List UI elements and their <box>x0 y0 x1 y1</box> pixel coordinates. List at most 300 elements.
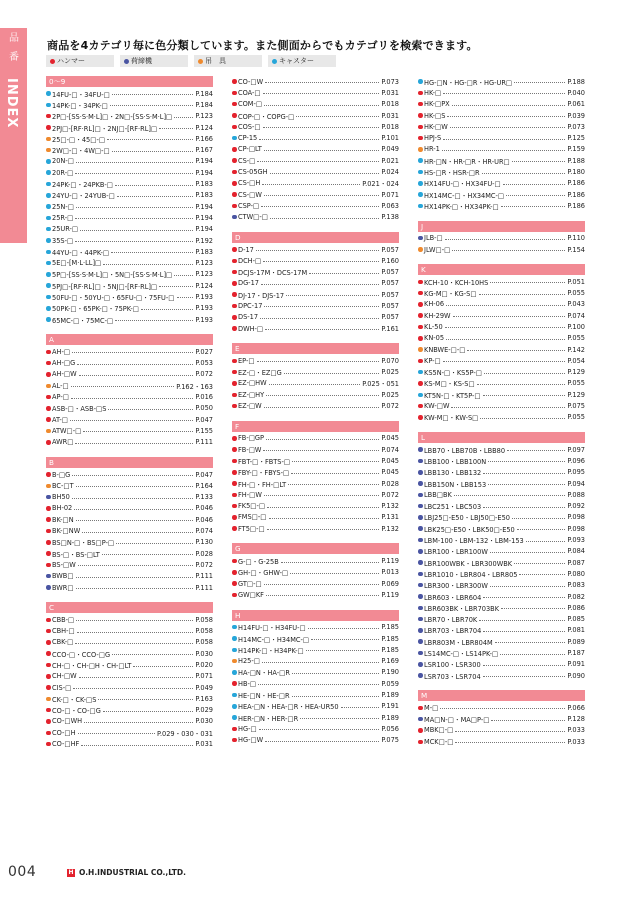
index-entry[interactable] <box>232 244 399 255</box>
chain-category-dot <box>46 585 51 590</box>
dot-leader <box>488 461 565 462</box>
index-entry[interactable] <box>46 727 213 738</box>
dot-leader <box>71 398 193 399</box>
hammer-category-dot <box>232 181 237 186</box>
product-code: 20R-□ <box>52 168 74 177</box>
page-reference: P.039 <box>567 111 585 120</box>
index-entry[interactable] <box>46 358 213 369</box>
page-reference: P.095 <box>567 468 585 477</box>
dot-leader <box>491 720 565 721</box>
dot-leader <box>78 565 194 566</box>
index-entry[interactable] <box>46 571 213 582</box>
index-entry[interactable] <box>418 478 585 489</box>
index-entry[interactable] <box>46 346 213 357</box>
index-entry[interactable] <box>418 276 585 287</box>
index-entry[interactable] <box>232 467 399 478</box>
page-reference: P.187 <box>567 649 585 657</box>
product-code: LBR703・LBR704 <box>424 627 482 636</box>
page-reference: P.186 <box>567 201 585 210</box>
index-entry[interactable] <box>418 144 585 155</box>
index-entry[interactable] <box>46 559 213 570</box>
index-entry[interactable] <box>232 555 399 566</box>
dot-leader <box>445 239 566 240</box>
page-reference: P.185 <box>381 645 399 654</box>
dot-leader <box>98 699 193 700</box>
dot-leader <box>264 584 380 585</box>
dot-leader <box>82 532 193 533</box>
index-entry[interactable] <box>232 489 399 500</box>
dot-leader <box>501 206 566 207</box>
product-code: MA□N-□・MA□P-□ <box>424 716 490 725</box>
index-entry[interactable] <box>46 614 213 625</box>
index-entry[interactable] <box>46 480 213 491</box>
hammer-category-dot <box>418 91 423 96</box>
page-reference: P.025 <box>381 368 399 377</box>
hammer-category-dot <box>418 728 423 733</box>
dot-leader <box>286 295 379 296</box>
dot-leader <box>76 588 194 589</box>
index-entry[interactable] <box>232 166 399 177</box>
index-entry[interactable] <box>46 414 213 425</box>
hoist-category-dot <box>46 384 51 389</box>
page-reference: P.055 <box>567 413 585 422</box>
page-reference: P.129 <box>567 390 585 399</box>
hoist-category-dot <box>46 697 51 702</box>
dot-leader <box>300 718 379 719</box>
index-entry[interactable] <box>418 367 585 378</box>
index-entry[interactable] <box>418 659 585 670</box>
index-entry[interactable] <box>232 444 399 455</box>
legend-hammer <box>46 55 114 67</box>
index-entry[interactable] <box>46 391 213 402</box>
product-code: LBK25□-E50・LBK50□-E50 <box>424 525 515 534</box>
index-entry[interactable] <box>232 312 399 323</box>
index-entry[interactable] <box>418 389 585 400</box>
product-code: EZ-□HW <box>238 379 267 388</box>
index-entry[interactable] <box>232 389 399 400</box>
product-code: CBH-□ <box>52 627 75 636</box>
index-entry[interactable] <box>418 132 585 143</box>
index-entry[interactable] <box>46 537 213 548</box>
product-code: LBM-100・LBM-132・LBM-153 <box>424 537 524 546</box>
product-code: 20N-□ <box>52 157 74 166</box>
dot-leader <box>270 218 379 219</box>
page-reference: P.021・024 <box>362 180 399 189</box>
hammer-category-dot <box>232 315 237 320</box>
index-entry[interactable] <box>46 738 213 749</box>
hammer-category-dot <box>232 381 237 386</box>
index-entry[interactable] <box>232 189 399 200</box>
dot-leader <box>174 117 193 118</box>
index-entry[interactable] <box>46 403 213 414</box>
index-entry[interactable] <box>46 425 213 436</box>
hammer-category-dot <box>232 681 237 686</box>
dot-leader <box>455 731 565 732</box>
index-entry[interactable] <box>232 455 399 466</box>
product-code: HR-1 <box>424 145 440 154</box>
index-entry[interactable] <box>46 682 213 693</box>
index-entry[interactable] <box>232 110 399 121</box>
index-entry[interactable] <box>46 246 213 257</box>
index-entry[interactable] <box>418 178 585 189</box>
index-section <box>418 76 585 212</box>
index-entry[interactable] <box>46 705 213 716</box>
page-reference: P.185 <box>381 623 399 632</box>
dot-leader <box>512 161 566 162</box>
index-entry[interactable] <box>418 355 585 366</box>
page-reference: P.183 <box>195 247 213 256</box>
hammer-category-dot <box>46 540 51 545</box>
product-code: LBJ25□-E50・LBJ50□-E50 <box>424 514 510 523</box>
index-entry[interactable] <box>418 580 585 591</box>
index-entry[interactable] <box>232 355 399 366</box>
product-code: JLW□-□ <box>424 245 451 254</box>
page-reference: P.040 <box>567 88 585 97</box>
index-entry[interactable] <box>418 455 585 466</box>
index-entry[interactable] <box>418 613 585 624</box>
product-code: CS-□W <box>238 190 262 199</box>
page-reference: P.057 <box>381 301 399 310</box>
dot-leader <box>483 676 566 677</box>
index-entry[interactable] <box>232 655 399 666</box>
index-entry[interactable] <box>418 501 585 512</box>
product-code: BWB□ <box>52 572 74 581</box>
hoist-category-dot <box>232 659 237 664</box>
dot-leader <box>77 364 193 365</box>
index-entry[interactable] <box>418 155 585 166</box>
product-code: HK-□W <box>424 122 448 131</box>
product-code: CO-□WH <box>52 717 83 726</box>
page-reference: P.045 <box>381 434 399 443</box>
dot-leader <box>495 642 566 643</box>
index-entry[interactable] <box>46 167 213 178</box>
chain-category-dot <box>418 515 423 520</box>
index-entry[interactable] <box>232 132 399 143</box>
index-entry[interactable] <box>46 369 213 380</box>
index-entry[interactable] <box>418 400 585 411</box>
product-code: AT-□ <box>52 415 69 424</box>
dot-leader <box>159 286 193 287</box>
index-entry[interactable] <box>418 287 585 298</box>
index-section <box>46 457 213 593</box>
index-entry[interactable] <box>232 622 399 633</box>
caster-category-dot <box>46 216 51 221</box>
index-entry[interactable] <box>46 280 213 291</box>
hammer-category-dot <box>46 529 51 534</box>
index-entry[interactable] <box>232 433 399 444</box>
index-entry[interactable] <box>418 512 585 523</box>
chain-category-dot <box>418 673 423 678</box>
index-entry[interactable] <box>232 178 399 189</box>
hoist-category-dot <box>46 148 51 153</box>
dot-leader <box>454 495 566 496</box>
index-entry[interactable] <box>232 567 399 578</box>
dot-leader <box>78 733 155 734</box>
index-entry[interactable] <box>418 647 585 658</box>
dot-leader <box>177 297 194 298</box>
index-entry[interactable] <box>46 144 213 155</box>
product-code: LBR300・LBR300W <box>424 582 488 591</box>
hoist-category-dot <box>46 484 51 489</box>
index-entry[interactable] <box>232 478 399 489</box>
index-entry[interactable] <box>46 314 213 325</box>
index-entry[interactable] <box>418 568 585 579</box>
dot-leader <box>514 82 565 83</box>
index-entry[interactable] <box>418 714 585 725</box>
dot-leader <box>477 384 566 385</box>
index-entry[interactable] <box>46 257 213 268</box>
index-section <box>232 76 399 223</box>
index-entry[interactable] <box>232 300 399 311</box>
page-reference: P.180 <box>567 168 585 177</box>
product-code: FB-□GP <box>238 434 265 443</box>
page-reference: P.046 <box>195 504 213 513</box>
index-entry[interactable] <box>418 333 585 344</box>
index-entry[interactable] <box>46 201 213 212</box>
dot-leader <box>108 409 193 410</box>
index-entry[interactable] <box>232 200 399 211</box>
caster-category-dot <box>232 625 237 630</box>
index-entry[interactable] <box>418 321 585 332</box>
index-entry[interactable] <box>232 87 399 98</box>
index-entry[interactable] <box>418 636 585 647</box>
index-entry[interactable] <box>232 644 399 655</box>
index-entry[interactable] <box>418 523 585 534</box>
page-reference: P.192 <box>195 236 213 245</box>
dot-leader <box>102 554 194 555</box>
index-entry[interactable] <box>418 444 585 455</box>
dot-leader <box>446 339 565 340</box>
index-entry[interactable] <box>46 648 213 659</box>
index-entry[interactable] <box>418 299 585 310</box>
index-entry[interactable] <box>418 244 585 255</box>
index-entry[interactable] <box>232 99 399 110</box>
index-entry[interactable] <box>232 689 399 700</box>
dot-leader <box>308 628 380 629</box>
index-entry[interactable] <box>46 469 213 480</box>
index-entry[interactable] <box>232 735 399 746</box>
section-header: G <box>232 543 399 554</box>
page-reference: P.119 <box>381 590 399 599</box>
product-code: 25□-□・45□-□ <box>52 135 106 144</box>
hammer-category-dot <box>232 504 237 509</box>
index-entry[interactable] <box>46 224 213 235</box>
index-entry[interactable] <box>232 589 399 600</box>
page-reference: P.045 <box>381 468 399 477</box>
index-entry[interactable] <box>46 625 213 636</box>
index-entry[interactable] <box>418 546 585 557</box>
index-entry[interactable] <box>232 76 399 87</box>
index-entry[interactable] <box>418 534 585 545</box>
hammer-category-dot <box>232 581 237 586</box>
hammer-category-dot <box>418 325 423 330</box>
page-reference: P.030 <box>195 649 213 658</box>
index-entry[interactable] <box>46 582 213 593</box>
index-entry[interactable] <box>46 99 213 110</box>
index-entry[interactable] <box>46 291 213 302</box>
index-entry[interactable] <box>46 88 213 99</box>
index-entry[interactable] <box>46 514 213 525</box>
hammer-category-dot <box>418 113 423 118</box>
index-entry[interactable] <box>46 156 213 167</box>
section-header: C <box>46 602 213 613</box>
index-entry[interactable] <box>418 736 585 747</box>
index-entry[interactable] <box>232 501 399 512</box>
page-reference: P.029・030・031 <box>157 729 213 738</box>
index-entry[interactable] <box>46 269 213 280</box>
index-entry[interactable] <box>232 121 399 132</box>
page-reference: P.194 <box>195 157 213 166</box>
index-entry[interactable] <box>418 625 585 636</box>
product-code: BK-□N <box>52 515 74 524</box>
index-entry[interactable] <box>232 278 399 289</box>
dot-leader <box>514 563 565 564</box>
index-entry[interactable] <box>46 525 213 536</box>
index-entry[interactable] <box>232 155 399 166</box>
index-entry[interactable] <box>418 99 585 110</box>
page-reference: P.098 <box>567 524 585 533</box>
page-reference: P.073 <box>381 77 399 86</box>
index-entry[interactable] <box>418 310 585 321</box>
index-entry[interactable] <box>46 548 213 559</box>
product-code: AH-□W <box>52 370 77 379</box>
index-entry[interactable] <box>232 712 399 723</box>
index-entry[interactable] <box>46 133 213 144</box>
index-entry[interactable] <box>46 380 213 391</box>
index-entry[interactable] <box>232 678 399 689</box>
hammer-category-dot <box>232 570 237 575</box>
index-entry[interactable] <box>418 702 585 713</box>
index-entry[interactable] <box>46 212 213 223</box>
index-entry[interactable] <box>232 667 399 678</box>
hammer-category-dot <box>46 551 51 556</box>
index-entry[interactable] <box>232 323 399 334</box>
index-entry[interactable] <box>232 723 399 734</box>
index-entry[interactable] <box>232 701 399 712</box>
index-entry[interactable] <box>46 303 213 314</box>
index-entry[interactable] <box>418 121 585 132</box>
hammer-category-dot <box>46 629 51 634</box>
index-entry[interactable] <box>46 659 213 670</box>
index-entry[interactable] <box>418 87 585 98</box>
caster-category-dot <box>46 170 51 175</box>
index-entry[interactable] <box>418 200 585 211</box>
dot-leader <box>83 431 193 432</box>
index-entry[interactable] <box>46 437 213 448</box>
chain-category-dot <box>418 447 423 452</box>
index-entry[interactable] <box>232 512 399 523</box>
index-entry[interactable] <box>232 212 399 223</box>
index-entry[interactable] <box>46 637 213 648</box>
dot-leader <box>263 261 379 262</box>
index-entry[interactable] <box>418 166 585 177</box>
product-code: LSR703・LSR704 <box>424 672 481 681</box>
dot-leader <box>446 305 565 306</box>
index-entry[interactable] <box>46 716 213 727</box>
index-entry[interactable] <box>418 189 585 200</box>
index-entry[interactable] <box>418 378 585 389</box>
index-entry[interactable] <box>232 367 399 378</box>
product-code: CBB-□ <box>52 615 75 624</box>
index-entry[interactable] <box>418 233 585 244</box>
index-entry[interactable] <box>232 633 399 644</box>
page-reference: P.085 <box>567 615 585 624</box>
hammer-category-dot <box>418 291 423 296</box>
page-reference: P.091 <box>567 660 585 669</box>
dot-leader <box>76 620 193 621</box>
product-code: HER-□N・HER-□R <box>238 714 299 723</box>
index-entry[interactable] <box>232 289 399 300</box>
page-reference: P.016 <box>195 393 213 402</box>
index-entry[interactable] <box>46 178 213 189</box>
dot-leader <box>260 318 379 319</box>
dot-leader <box>483 473 565 474</box>
page-reference: P.055 <box>567 379 585 388</box>
index-entry[interactable] <box>418 110 585 121</box>
dot-leader <box>267 507 379 508</box>
index-entry[interactable] <box>46 492 213 503</box>
page-reference: P.132 <box>381 502 399 511</box>
product-code: LBR1010・LBR804・LBR805 <box>424 570 518 579</box>
product-code: CP-□LT <box>238 145 262 154</box>
index-entry[interactable] <box>418 76 585 87</box>
index-entry[interactable] <box>418 557 585 568</box>
dot-leader <box>452 105 566 106</box>
index-entry[interactable] <box>418 344 585 355</box>
caster-category-dot <box>232 715 237 720</box>
index-entry[interactable] <box>232 578 399 589</box>
index-entry[interactable] <box>46 693 213 704</box>
dot-leader <box>72 475 193 476</box>
caster-category-dot <box>418 192 423 197</box>
product-code: LBR100WBK・LBR300WBK <box>424 559 513 568</box>
page-reference: P.138 <box>381 213 399 222</box>
index-entry[interactable] <box>46 111 213 122</box>
index-entry[interactable] <box>46 671 213 682</box>
category-legend <box>46 55 336 67</box>
index-entry[interactable] <box>46 190 213 201</box>
index-entry[interactable] <box>418 489 585 500</box>
index-entry[interactable] <box>418 412 585 423</box>
dot-leader <box>266 595 379 596</box>
dot-leader <box>76 207 193 208</box>
index-entry[interactable] <box>46 235 213 246</box>
index-entry[interactable] <box>418 602 585 613</box>
index-entry[interactable] <box>232 144 399 155</box>
dot-leader <box>266 395 379 396</box>
index-entry[interactable] <box>418 467 585 478</box>
product-code: FMS□-□ <box>238 513 267 522</box>
index-entry[interactable] <box>46 503 213 514</box>
index-entry[interactable] <box>232 523 399 534</box>
product-code: LBR603・LBR604 <box>424 593 482 602</box>
page-reference: P.194 <box>195 202 213 211</box>
index-entry[interactable] <box>418 591 585 602</box>
page-reference: P.072 <box>195 370 213 379</box>
dot-leader <box>443 93 565 94</box>
index-entry[interactable] <box>46 122 213 133</box>
page-number: 004 <box>8 864 37 880</box>
index-entry[interactable] <box>418 725 585 736</box>
index-entry[interactable] <box>232 266 399 277</box>
product-code: 24PK-□・24PKB-□ <box>52 181 114 190</box>
index-entry[interactable] <box>418 670 585 681</box>
index-entry[interactable] <box>232 400 399 411</box>
product-code: BH50 <box>52 493 70 502</box>
dot-leader <box>292 461 379 462</box>
index-entry[interactable] <box>232 255 399 266</box>
index-entry[interactable] <box>232 378 399 389</box>
